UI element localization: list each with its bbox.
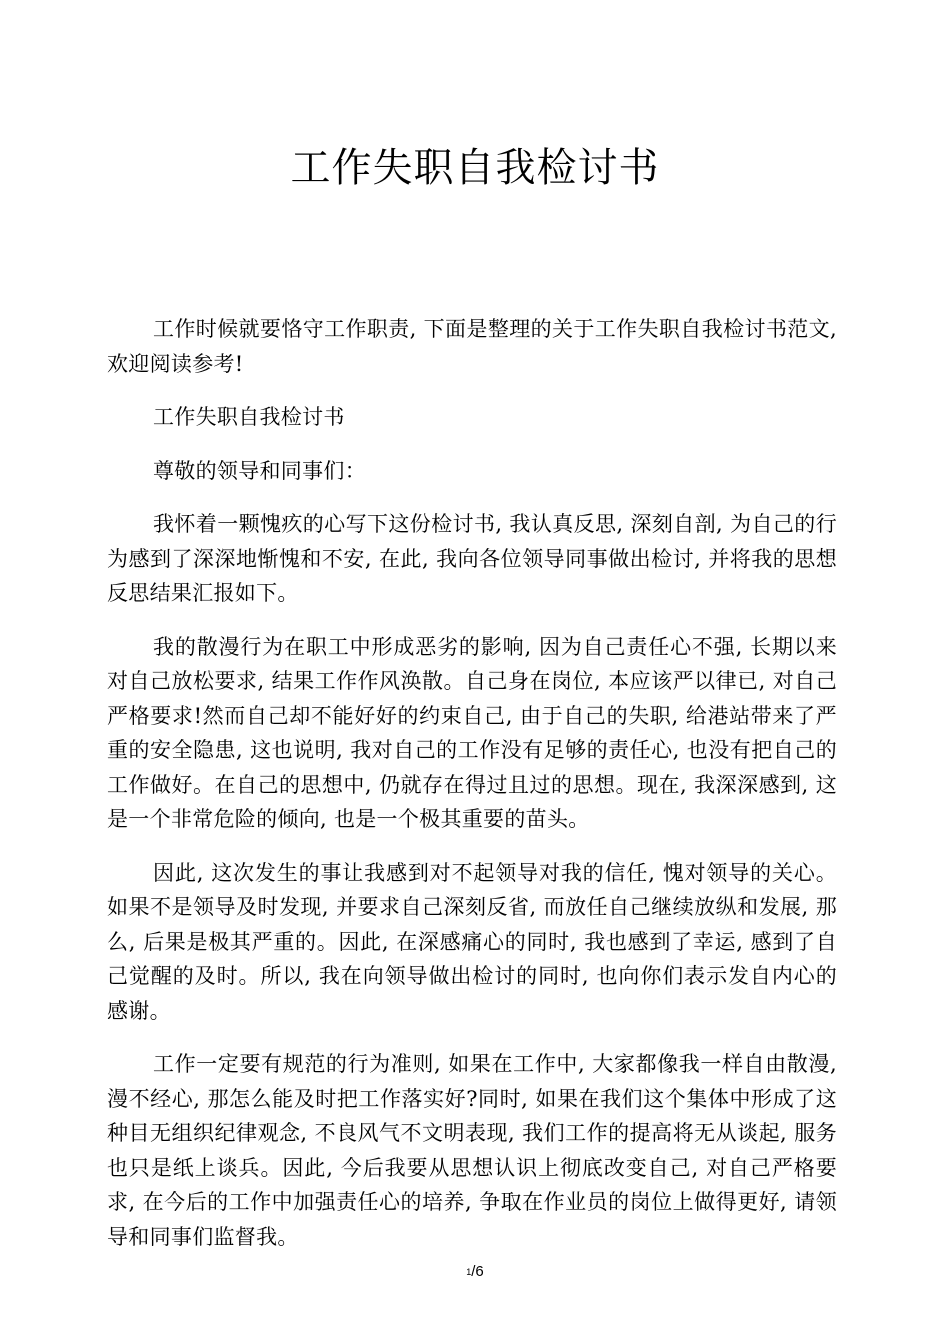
body-paragraph: 因此, 这次发生的事让我感到对不起领导对我的信任, 愧对领导的关心。如果不是领导及时发现, 并要求自己深刻反省, 而放任自己继续放纵和发展, 那么, 后果是极其严重的。因此, 在深感痛心的同时, 我也感到了幸运, 感到了自己觉醒的及时。所以, 我在向领导做出检讨的同时, 也向你们表示发自内心的感谢。 xyxy=(107,860,837,1023)
page-number xyxy=(0,1263,950,1281)
salutation-paragraph: 尊敬的领导和同事们： xyxy=(153,458,366,483)
page-number-current: 1 xyxy=(466,1267,472,1277)
document-body xyxy=(107,312,837,1273)
body-paragraph: 我怀着一颗愧疚的心写下这份检讨书, 我认真反思, 深刻自剖, 为自己的行为感到了深深地惭愧和不安, 在此, 我向各位领导同事做出检讨, 并将我的思想反思结果汇报如下。 xyxy=(107,512,837,605)
intro-paragraph: 工作时候就要恪守工作职责, 下面是整理的关于工作失职自我检讨书范文, 欢迎阅读参考! xyxy=(107,317,837,376)
body-paragraph: 我的散漫行为在职工中形成恶劣的影响, 因为自己责任心不强, 长期以来对自己放松要求, 结果工作作风涣散。自己身在岗位, 本应该严以律已, 对自己严格要求!然而自己却不能好好的约束自己, 由于自己的失职, 给港站带来了严重的安全隐患, 这也说明, 我对自己的工作没有足够的责任心, 也没有把自己的工作做好。在自己的思想中, 仍就存在得过且过的思想。现在, 我深深感到, 这是一个非常危险的倾向, 也是一个极其重要的苗头。 xyxy=(107,634,837,831)
document-title: 工作失职自我检讨书 xyxy=(290,145,660,191)
body-paragraph: 工作一定要有规范的行为准则, 如果在工作中, 大家都像我一样自由散漫, 漫不经心, 那怎么能及时把工作落实好?同时, 如果在我们这个集体中形成了这种目无组织纪律观念, 不良风气不文明表现, 我们工作的提高将无从谈起, 服务也只是纸上谈兵。因此, 今后我要从思想认识上彻底改变自己, 对自己严格要求, 在今后的工作中加强责任心的培养, 争取在作业员的岗位上做得更好, 请领导和同事们监督我。 xyxy=(107,1052,837,1249)
subheading-paragraph: 工作失职自我检讨书 xyxy=(153,405,345,429)
page-number-total: /6 xyxy=(471,1263,484,1280)
